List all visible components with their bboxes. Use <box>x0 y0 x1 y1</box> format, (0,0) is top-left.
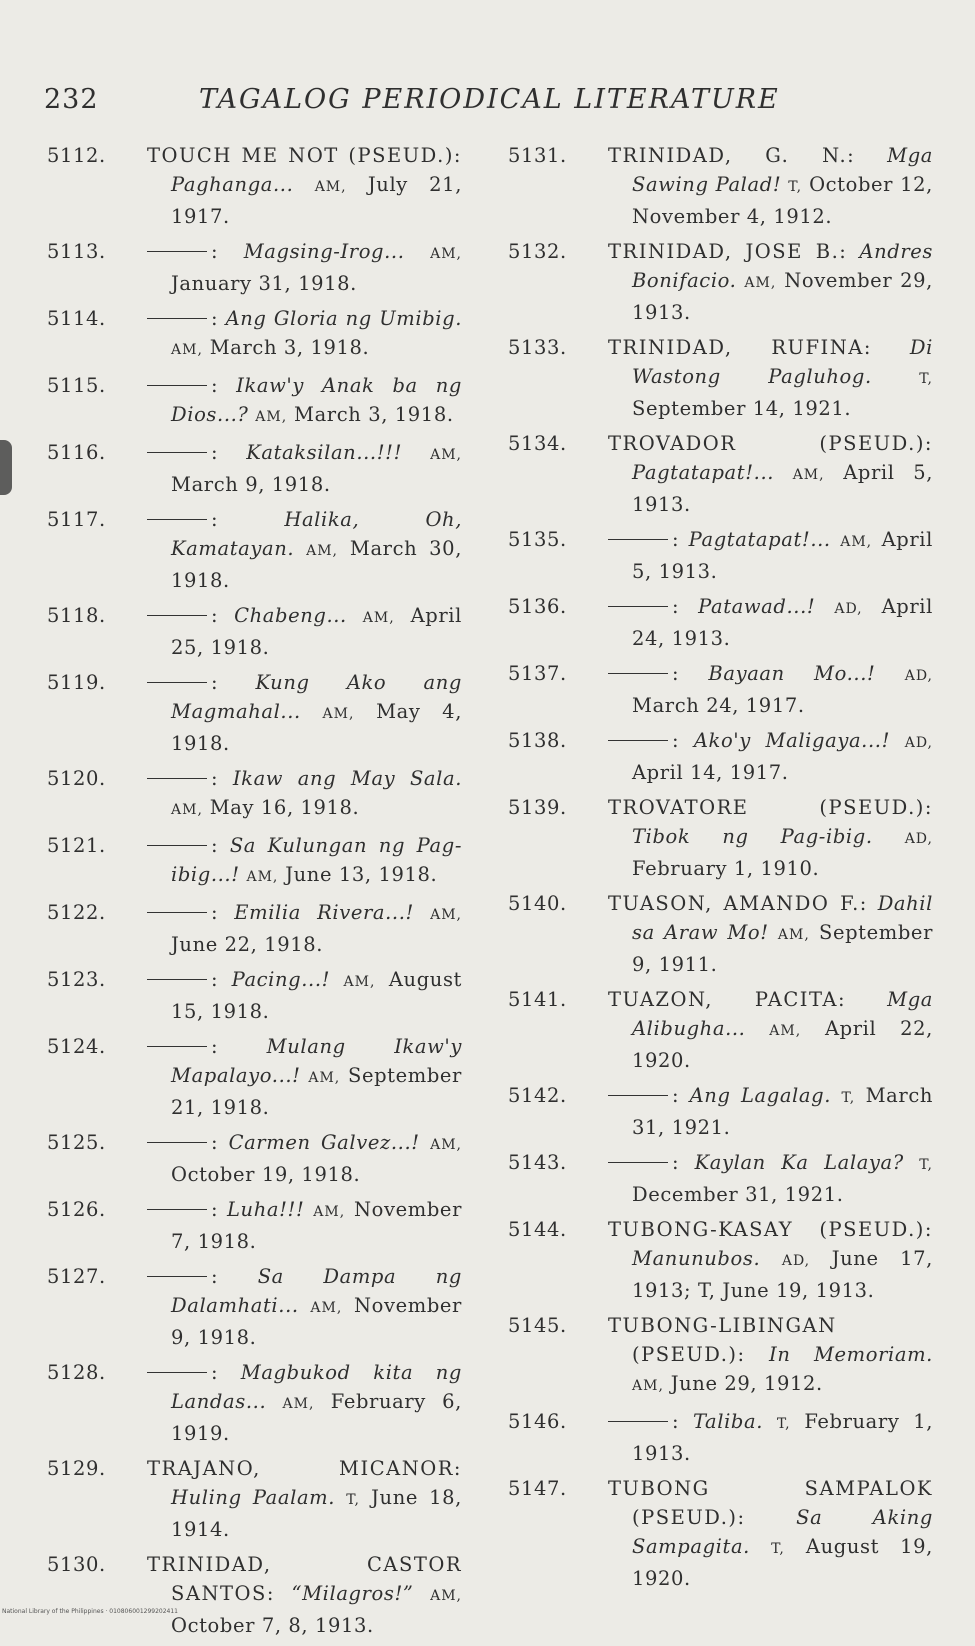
entry-title: “Milagros!” <box>291 1582 414 1605</box>
entry-title: Kaylan Ka Lalaya? <box>694 1151 904 1174</box>
entry-body <box>608 889 933 979</box>
left-column <box>47 141 462 1646</box>
entry-number: 5122. <box>47 901 106 924</box>
entry-number: 5127. <box>47 1265 106 1288</box>
entry-number: 5137. <box>508 662 567 685</box>
entry-date: April 5, 1913. <box>632 528 933 583</box>
entry-title: Mga Sawing Palad! <box>632 144 933 196</box>
entry-body: : Magbukod kita ng Landas... AM, February 6, 1919. <box>147 1358 462 1448</box>
entry-date: September 9, 1911. <box>632 921 933 976</box>
entry-title: Manunubos. <box>632 1247 761 1270</box>
entry-date: February 1, 1910. <box>632 857 820 880</box>
entry-body <box>147 1454 462 1544</box>
entry-date: June 17, 1913; T, June 19, 1913. <box>632 1247 933 1302</box>
bibliography-entry <box>47 965 462 1026</box>
bibliography-entry <box>47 1262 462 1352</box>
entry-body: : Emilia Rivera...! AM, June 22, 1918. <box>147 898 462 959</box>
entry-number: 5144. <box>508 1218 567 1241</box>
ditto-dash <box>147 1372 207 1373</box>
bibliography-entry <box>508 726 933 787</box>
bibliography-entry <box>47 1358 462 1448</box>
bibliography-entry <box>508 592 933 653</box>
entry-source: AM, <box>255 409 288 425</box>
ditto-dash <box>608 1421 668 1422</box>
entry-date: July 21, 1917. <box>171 173 462 228</box>
bibliography-entry <box>47 1454 462 1544</box>
entry-title: Tibok ng Pag-ibig. <box>632 825 873 848</box>
entry-body <box>608 429 933 519</box>
entry-body <box>608 1311 933 1401</box>
entry-date: March 9, 1918. <box>171 473 331 496</box>
entry-body: : Ikaw'y Anak ba ng Dios...? AM, March 3, 1918. <box>147 371 462 432</box>
entry-source: AD, <box>904 668 933 684</box>
bibliography-entry <box>508 1148 933 1209</box>
entry-title: Carmen Galvez...! <box>228 1131 420 1154</box>
entry-number: 5114. <box>47 307 106 330</box>
entry-title: Taliba. <box>692 1410 764 1433</box>
entry-number: 5128. <box>47 1361 106 1384</box>
entry-title: Chabeng... <box>234 604 347 627</box>
entry-title: Ako'y Maligaya...! <box>693 729 891 752</box>
bibliography-entry <box>47 764 462 825</box>
entry-title: Kung Ako ang Magmahal... <box>171 671 462 723</box>
entry-source: AM, <box>632 1378 664 1394</box>
entry-number: 5140. <box>508 892 567 915</box>
entry-date: January 31, 1918. <box>171 272 357 295</box>
entry-body: : Halika, Oh, Kamatayan. AM, March 30, 1918. <box>147 505 462 595</box>
bibliography-entry <box>47 898 462 959</box>
entry-source: AM, <box>171 342 203 358</box>
entry-number: 5113. <box>47 240 106 263</box>
bibliography-entry <box>508 1407 933 1468</box>
ditto-dash <box>147 979 207 980</box>
entry-number: 5121. <box>47 834 106 857</box>
entry-title: Ikaw ang May Sala. <box>232 767 462 790</box>
entry-author: TROVATORE (PSEUD.): <box>608 796 933 819</box>
entry-body: : Mulang Ikaw'y Mapalayo...! AM, September 21, 1918. <box>147 1032 462 1122</box>
entry-source: AD, <box>904 831 933 847</box>
entry-source: T, <box>346 1492 360 1508</box>
entry-date: March 3, 1918. <box>209 336 370 359</box>
entry-number: 5143. <box>508 1151 567 1174</box>
bibliography-entry <box>508 141 933 231</box>
entry-author: TRAJANO, MICANOR: <box>147 1457 462 1480</box>
entry-body <box>608 333 933 423</box>
entry-author: TRINIDAD, CASTOR SANTOS: <box>147 1553 462 1605</box>
entry-date: September 14, 1921. <box>632 397 852 420</box>
entry-title: Magsing-Irog... <box>243 240 405 263</box>
entry-date: October 12, November 4, 1912. <box>632 173 933 228</box>
entry-source: AM, <box>430 1137 462 1153</box>
entry-source: AM, <box>744 275 777 291</box>
entry-author: TRINIDAD, RUFINA: <box>608 336 872 359</box>
entry-body: : Ikaw ang May Sala. AM, May 16, 1918. <box>147 764 462 825</box>
entry-date: November 7, 1918. <box>171 1198 462 1253</box>
entry-source: T, <box>919 371 933 387</box>
entry-number: 5139. <box>508 796 567 819</box>
entry-date: August 15, 1918. <box>171 968 462 1023</box>
bibliography-entry <box>47 141 462 231</box>
entry-title: Pagtatapat!... <box>632 461 775 484</box>
entry-author: TRINIDAD, G. N.: <box>608 144 856 167</box>
entry-date: April 5, 1913. <box>632 461 933 516</box>
entry-date: February 1, 1913. <box>632 1410 934 1465</box>
bibliography-entry <box>47 1032 462 1122</box>
ditto-dash <box>147 682 207 683</box>
ditto-dash <box>608 673 668 674</box>
entry-number: 5129. <box>47 1457 106 1480</box>
entry-title: Magbukod kita ng Landas... <box>171 1361 462 1413</box>
entry-number: 5142. <box>508 1084 567 1107</box>
ditto-dash <box>608 539 668 540</box>
entry-date: October 7, 8, 1913. <box>171 1614 374 1637</box>
entry-source: AM, <box>430 907 462 923</box>
bibliography-entry <box>508 659 933 720</box>
ditto-dash <box>147 251 207 252</box>
ditto-dash <box>147 845 207 846</box>
bibliography-entry <box>47 1128 462 1189</box>
entry-number: 5131. <box>508 144 567 167</box>
ditto-dash <box>147 912 207 913</box>
entry-body: : Carmen Galvez...! AM, October 19, 1918. <box>147 1128 462 1189</box>
entry-source: T, <box>841 1090 856 1106</box>
ditto-dash <box>608 606 668 607</box>
bibliography-entry <box>508 1215 933 1305</box>
bibliography-entry <box>508 525 933 586</box>
entry-date: April 25, 1918. <box>171 604 462 659</box>
entry-source: AM, <box>322 706 355 722</box>
bibliography-entry <box>47 601 462 662</box>
ditto-dash <box>147 1276 207 1277</box>
entry-title: Kataksilan...!!! <box>246 441 403 464</box>
entry-source: AM, <box>769 1023 802 1039</box>
entry-number: 5126. <box>47 1198 106 1221</box>
entry-number: 5132. <box>508 240 567 263</box>
entry-source: AM, <box>777 927 810 943</box>
entry-source: AD, <box>904 735 933 751</box>
entry-number: 5138. <box>508 729 567 752</box>
bibliography-entry <box>47 438 462 499</box>
bibliography-entry <box>47 1550 462 1640</box>
entry-title: Ang Lagalag. <box>689 1084 831 1107</box>
bibliography-entry <box>47 668 462 758</box>
entry-title: Ang Gloria ng Umibig. <box>225 307 462 330</box>
bibliography-entry <box>508 333 933 423</box>
entry-title: Dahil sa Araw Mo! <box>632 892 933 944</box>
entry-number: 5116. <box>47 441 106 464</box>
entry-number: 5130. <box>47 1553 106 1576</box>
entry-body: : Kaylan Ka Lalaya? T, December 31, 1921. <box>608 1148 933 1209</box>
right-column <box>508 141 933 1599</box>
entry-number: 5112. <box>47 144 106 167</box>
entry-source: AM, <box>308 1070 341 1086</box>
entry-source: AM, <box>343 974 376 990</box>
entry-number: 5135. <box>508 528 567 551</box>
entry-number: 5141. <box>508 988 567 1011</box>
entry-source: AM, <box>430 1588 462 1604</box>
entry-date: March 30, 1918. <box>171 537 462 592</box>
entry-author: TUAZON, PACITA: <box>608 988 847 1011</box>
bibliography-entry <box>508 1311 933 1401</box>
entry-number: 5145. <box>508 1314 567 1337</box>
entry-author: TUBONG-KASAY (PSEUD.): <box>608 1218 933 1241</box>
entry-author: TUBONG-LIBINGAN (PSEUD.): <box>608 1314 837 1366</box>
entry-body: : Kung Ako ang Magmahal... AM, May 4, 1918. <box>147 668 462 758</box>
entry-title: Paghanga... <box>171 173 294 196</box>
bibliography-entry <box>508 793 933 883</box>
entry-body: : Magsing-Irog... AM, January 31, 1918. <box>147 237 462 298</box>
entry-body <box>608 793 933 883</box>
entry-body <box>608 1215 933 1305</box>
ditto-dash <box>608 1095 668 1096</box>
entry-number: 5134. <box>508 432 567 455</box>
entry-title: Halika, Oh, Kamatayan. <box>171 508 462 560</box>
entry-title: Luha!!! <box>227 1198 305 1221</box>
entry-date: November 9, 1918. <box>171 1294 462 1349</box>
entry-title: Emilia Rivera...! <box>234 901 414 924</box>
entry-date: March 3, 1918. <box>294 403 454 426</box>
entry-title: Sa Kulungan ng Pag-ibig...! <box>171 834 463 886</box>
ditto-dash <box>147 318 207 319</box>
entry-body: : Ako'y Maligaya...! AD, April 14, 1917. <box>608 726 933 787</box>
entry-title: Andres Bonifacio. <box>632 240 933 292</box>
entry-number: 5147. <box>508 1477 567 1500</box>
entry-body: : Chabeng... AM, April 25, 1918. <box>147 601 462 662</box>
ditto-dash <box>147 615 207 616</box>
entry-body: : Ang Lagalag. T, March 31, 1921. <box>608 1081 933 1142</box>
entry-title: Pacing...! <box>231 968 331 991</box>
entry-source: AM, <box>171 802 203 818</box>
entry-body: : Sa Kulungan ng Pag-ibig...! AM, June 13, 1918. <box>147 831 462 892</box>
entry-title: In Memoriam. <box>769 1343 933 1366</box>
entry-body <box>608 237 933 327</box>
entry-body: : Patawad...! AD, April 24, 1913. <box>608 592 933 653</box>
entry-date: August 19, 1920. <box>632 1535 933 1590</box>
entry-body: : Luha!!! AM, November 7, 1918. <box>147 1195 462 1256</box>
entry-author: TUASON, AMANDO F.: <box>608 892 868 915</box>
entry-source: T, <box>771 1541 785 1557</box>
entry-date: June 22, 1918. <box>171 933 324 956</box>
entry-source: T, <box>919 1157 933 1173</box>
entry-number: 5125. <box>47 1131 106 1154</box>
ditto-dash <box>147 778 207 779</box>
bibliography-entry <box>508 429 933 519</box>
entry-author: TOUCH ME NOT (PSEUD.): <box>147 144 462 167</box>
entry-body: : Pagtatapat!... AM, April 5, 1913. <box>608 525 933 586</box>
page-number: 232 <box>44 84 99 115</box>
entry-source: AM, <box>246 869 279 885</box>
entry-source: AM, <box>313 1204 346 1220</box>
entry-date: May 4, 1918. <box>171 700 462 755</box>
entry-title: Huling Paalam. <box>171 1486 336 1509</box>
entry-number: 5124. <box>47 1035 106 1058</box>
entry-title: Mulang Ikaw'y Mapalayo...! <box>171 1035 463 1087</box>
entry-author: TRINIDAD, JOSE B.: <box>608 240 848 263</box>
entry-body: : Sa Dampa ng Dalamhati... AM, November 9, 1918. <box>147 1262 462 1352</box>
bibliography-entry <box>47 371 462 432</box>
entry-body: : Kataksilan...!!! AM, March 9, 1918. <box>147 438 462 499</box>
entry-title: Sa Dampa ng Dalamhati... <box>171 1265 462 1317</box>
entry-title: Di Wastong Pagluhog. <box>632 336 933 388</box>
bibliography-entry <box>508 1081 933 1142</box>
entry-date: October 19, 1918. <box>171 1163 361 1186</box>
entry-body <box>608 985 933 1075</box>
bibliography-entry <box>508 237 933 327</box>
entry-source: AM, <box>362 610 395 626</box>
page-title: TAGALOG PERIODICAL LITERATURE <box>199 84 780 115</box>
entry-number: 5120. <box>47 767 106 790</box>
entry-source: AM, <box>792 467 825 483</box>
entry-number: 5115. <box>47 374 106 397</box>
entry-title: Bayaan Mo...! <box>708 662 876 685</box>
entry-source: AM, <box>430 246 462 262</box>
entry-source: AM, <box>282 1396 315 1412</box>
entry-date: April 24, 1913. <box>632 595 933 650</box>
entry-date: April 22, 1920. <box>632 1017 933 1072</box>
entry-source: T, <box>776 1416 791 1432</box>
entry-date: February 6, 1919. <box>171 1390 462 1445</box>
entry-date: May 16, 1918. <box>209 796 360 819</box>
entry-number: 5119. <box>47 671 106 694</box>
entry-date: June 13, 1918. <box>285 863 438 886</box>
binding-mark <box>0 440 12 495</box>
bibliography-entry <box>508 985 933 1075</box>
entry-body: : Pacing...! AM, August 15, 1918. <box>147 965 462 1026</box>
entry-number: 5117. <box>47 508 106 531</box>
entry-source: AM, <box>840 534 873 550</box>
entry-number: 5123. <box>47 968 106 991</box>
entry-date: March 24, 1917. <box>632 694 805 717</box>
entry-date: December 31, 1921. <box>632 1183 844 1206</box>
entry-date: November 29, 1913. <box>632 269 933 324</box>
entry-body <box>147 1550 462 1640</box>
entry-title: Patawad...! <box>698 595 816 618</box>
entry-source: AM, <box>314 179 347 195</box>
entry-author: TUBONG SAMPALOK (PSEUD.): <box>608 1477 933 1529</box>
entry-author: TROVADOR (PSEUD.): <box>608 432 933 455</box>
entry-title: Sa Aking Sampagita. <box>632 1506 933 1558</box>
entry-body: : Ang Gloria ng Umibig. AM, March 3, 1918. <box>147 304 462 365</box>
entry-date: June 18, 1914. <box>171 1486 462 1541</box>
entry-number: 5136. <box>508 595 567 618</box>
entry-body: : Taliba. T, February 1, 1913. <box>608 1407 933 1468</box>
ditto-dash <box>608 1162 668 1163</box>
entry-source: T, <box>788 179 803 195</box>
entry-date: April 14, 1917. <box>632 761 789 784</box>
entry-date: September 21, 1918. <box>171 1064 462 1119</box>
bibliography-entry <box>47 304 462 365</box>
ditto-dash <box>147 1046 207 1047</box>
bibliography-entry <box>47 1195 462 1256</box>
entry-body <box>608 141 933 231</box>
entry-source: AD, <box>834 601 863 617</box>
entry-body <box>608 1474 933 1593</box>
ditto-dash <box>147 385 207 386</box>
bibliography-entry <box>508 889 933 979</box>
entry-date: March 31, 1921. <box>632 1084 934 1139</box>
entry-number: 5146. <box>508 1410 567 1433</box>
ditto-dash <box>147 1142 207 1143</box>
entry-title: Ikaw'y Anak ba ng Dios...? <box>171 374 462 426</box>
entry-source: AM, <box>310 1300 343 1316</box>
ditto-dash <box>608 740 668 741</box>
entry-source: AD, <box>781 1253 811 1269</box>
entry-date: June 29, 1912. <box>670 1372 823 1395</box>
entry-number: 5133. <box>508 336 567 359</box>
bibliography-entry <box>47 831 462 892</box>
entry-source: AM, <box>430 447 462 463</box>
footer-credit: National Library of the Philippines · 010806001299202411 <box>2 1608 179 1615</box>
bibliography-entry <box>47 237 462 298</box>
ditto-dash <box>147 519 207 520</box>
entry-title: Pagtatapat!... <box>688 528 831 551</box>
entry-number: 5118. <box>47 604 106 627</box>
entry-title: Mga Alibugha... <box>632 988 933 1040</box>
ditto-dash <box>147 1209 207 1210</box>
entry-source: AM, <box>306 543 338 559</box>
entry-body <box>147 141 462 231</box>
bibliography-entry <box>47 505 462 595</box>
entry-body: : Bayaan Mo...! AD, March 24, 1917. <box>608 659 933 720</box>
ditto-dash <box>147 452 207 453</box>
bibliography-entry <box>508 1474 933 1593</box>
